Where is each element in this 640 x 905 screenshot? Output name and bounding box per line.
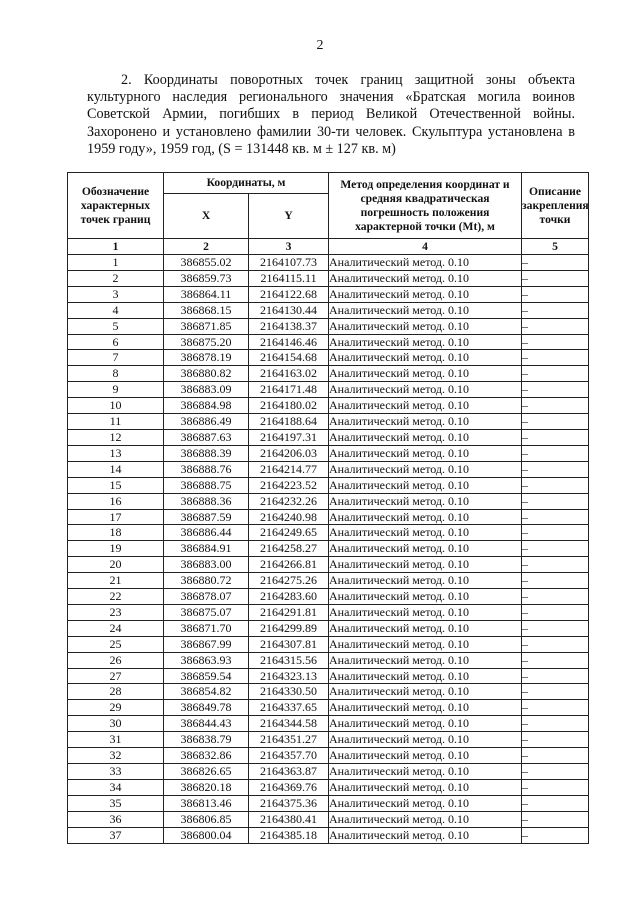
description-cell: – — [522, 270, 589, 286]
point-number-cell: 1 — [68, 255, 164, 271]
y-coordinate-cell: 2164357.70 — [249, 748, 329, 764]
x-coordinate-cell: 386826.65 — [164, 764, 249, 780]
point-number-cell: 22 — [68, 589, 164, 605]
method-cell: Аналитический метод. 0.10 — [329, 318, 522, 334]
point-number-cell: 17 — [68, 509, 164, 525]
y-coordinate-cell: 2164369.76 — [249, 779, 329, 795]
point-number-cell: 9 — [68, 382, 164, 398]
description-cell: – — [522, 700, 589, 716]
point-number-cell: 3 — [68, 286, 164, 302]
y-coordinate-cell: 2164323.13 — [249, 668, 329, 684]
y-coordinate-cell: 2164375.36 — [249, 795, 329, 811]
x-coordinate-cell: 386864.11 — [164, 286, 249, 302]
point-number-cell: 25 — [68, 636, 164, 652]
table-row — [68, 589, 589, 605]
table-row — [68, 286, 589, 302]
table-row — [68, 827, 589, 843]
y-coordinate-cell: 2164188.64 — [249, 414, 329, 430]
x-coordinate-cell: 386875.07 — [164, 604, 249, 620]
y-coordinate-cell: 2164197.31 — [249, 429, 329, 445]
method-cell: Аналитический метод. 0.10 — [329, 525, 522, 541]
table-row — [68, 716, 589, 732]
point-number-cell: 21 — [68, 573, 164, 589]
description-cell: – — [522, 318, 589, 334]
y-coordinate-cell: 2164214.77 — [249, 461, 329, 477]
method-cell: Аналитический метод. 0.10 — [329, 700, 522, 716]
x-coordinate-cell: 386871.70 — [164, 620, 249, 636]
table-row — [68, 525, 589, 541]
description-cell: – — [522, 589, 589, 605]
description-cell: – — [522, 779, 589, 795]
description-cell: – — [522, 764, 589, 780]
description-cell: – — [522, 636, 589, 652]
x-coordinate-cell: 386859.54 — [164, 668, 249, 684]
section-heading-text: 2. Координаты поворотных точек границ защитной зоны объекта культурного наследия регионального значения «Братская могила воинов Советской Армии, погибших в период Великой Отечественной войны. Захоронено и установлено фамилии 30-ти человек. Скульптура установлена в 1959 году», 1959 год, (S = 131448 кв. м ± 127 кв. м) — [87, 72, 575, 157]
table-row — [68, 318, 589, 334]
point-number-cell: 8 — [68, 366, 164, 382]
x-coordinate-cell: 386867.99 — [164, 636, 249, 652]
method-cell: Аналитический метод. 0.10 — [329, 732, 522, 748]
table-row — [68, 382, 589, 398]
table-row — [68, 620, 589, 636]
method-cell: Аналитический метод. 0.10 — [329, 811, 522, 827]
method-cell: Аналитический метод. 0.10 — [329, 461, 522, 477]
y-coordinate-cell: 2164122.68 — [249, 286, 329, 302]
point-number-cell: 13 — [68, 445, 164, 461]
method-cell: Аналитический метод. 0.10 — [329, 604, 522, 620]
table-row — [68, 652, 589, 668]
description-cell: – — [522, 557, 589, 573]
y-coordinate-cell: 2164146.46 — [249, 334, 329, 350]
y-coordinate-cell: 2164138.37 — [249, 318, 329, 334]
coordinates-table — [67, 172, 589, 844]
method-cell: Аналитический метод. 0.10 — [329, 748, 522, 764]
header-method: Метод определения координат и средняя квадратическая погрешность положения характерной точки (Mt), м — [329, 173, 522, 239]
y-coordinate-cell: 2164299.89 — [249, 620, 329, 636]
table-row — [68, 414, 589, 430]
y-coordinate-cell: 2164283.60 — [249, 589, 329, 605]
method-cell: Аналитический метод. 0.10 — [329, 652, 522, 668]
x-coordinate-cell: 386855.02 — [164, 255, 249, 271]
column-number: 4 — [329, 239, 522, 255]
point-number-cell: 5 — [68, 318, 164, 334]
method-cell: Аналитический метод. 0.10 — [329, 827, 522, 843]
description-cell: – — [522, 827, 589, 843]
y-coordinate-cell: 2164107.73 — [249, 255, 329, 271]
point-number-cell: 23 — [68, 604, 164, 620]
description-cell: – — [522, 255, 589, 271]
y-coordinate-cell: 2164171.48 — [249, 382, 329, 398]
point-number-cell: 10 — [68, 398, 164, 414]
point-number-cell: 6 — [68, 334, 164, 350]
y-coordinate-cell: 2164315.56 — [249, 652, 329, 668]
y-coordinate-cell: 2164258.27 — [249, 541, 329, 557]
table-row — [68, 604, 589, 620]
x-coordinate-cell: 386886.44 — [164, 525, 249, 541]
y-coordinate-cell: 2164275.26 — [249, 573, 329, 589]
table-row — [68, 398, 589, 414]
x-coordinate-cell: 386854.82 — [164, 684, 249, 700]
table-row — [68, 461, 589, 477]
header-description: Описание закрепления точки — [522, 173, 589, 239]
x-coordinate-cell: 386878.07 — [164, 589, 249, 605]
y-coordinate-cell: 2164291.81 — [249, 604, 329, 620]
y-coordinate-cell: 2164223.52 — [249, 477, 329, 493]
table-row — [68, 668, 589, 684]
description-cell: – — [522, 684, 589, 700]
x-coordinate-cell: 386849.78 — [164, 700, 249, 716]
description-cell: – — [522, 350, 589, 366]
y-coordinate-cell: 2164249.65 — [249, 525, 329, 541]
x-coordinate-cell: 386888.75 — [164, 477, 249, 493]
point-number-cell: 27 — [68, 668, 164, 684]
column-number: 5 — [522, 239, 589, 255]
x-coordinate-cell: 386884.91 — [164, 541, 249, 557]
method-cell: Аналитический метод. 0.10 — [329, 716, 522, 732]
method-cell: Аналитический метод. 0.10 — [329, 668, 522, 684]
column-number: 2 — [164, 239, 249, 255]
x-coordinate-cell: 386888.39 — [164, 445, 249, 461]
table-row — [68, 700, 589, 716]
point-number-cell: 32 — [68, 748, 164, 764]
table-row — [68, 429, 589, 445]
point-number-cell: 14 — [68, 461, 164, 477]
method-cell: Аналитический метод. 0.10 — [329, 636, 522, 652]
x-coordinate-cell: 386880.82 — [164, 366, 249, 382]
point-number-cell: 19 — [68, 541, 164, 557]
point-number-cell: 20 — [68, 557, 164, 573]
table-row — [68, 477, 589, 493]
x-coordinate-cell: 386886.49 — [164, 414, 249, 430]
y-coordinate-cell: 2164163.02 — [249, 366, 329, 382]
y-coordinate-cell: 2164232.26 — [249, 493, 329, 509]
table-row — [68, 557, 589, 573]
table-row — [68, 795, 589, 811]
y-coordinate-cell: 2164206.03 — [249, 445, 329, 461]
y-coordinate-cell: 2164344.58 — [249, 716, 329, 732]
x-coordinate-cell: 386875.20 — [164, 334, 249, 350]
y-coordinate-cell: 2164351.27 — [249, 732, 329, 748]
table-row — [68, 779, 589, 795]
header-y: Y — [249, 194, 329, 239]
description-cell: – — [522, 652, 589, 668]
point-number-cell: 12 — [68, 429, 164, 445]
x-coordinate-cell: 386832.86 — [164, 748, 249, 764]
method-cell: Аналитический метод. 0.10 — [329, 795, 522, 811]
table-row — [68, 748, 589, 764]
x-coordinate-cell: 386888.76 — [164, 461, 249, 477]
method-cell: Аналитический метод. 0.10 — [329, 334, 522, 350]
method-cell: Аналитический метод. 0.10 — [329, 398, 522, 414]
y-coordinate-cell: 2164330.50 — [249, 684, 329, 700]
x-coordinate-cell: 386820.18 — [164, 779, 249, 795]
method-cell: Аналитический метод. 0.10 — [329, 573, 522, 589]
x-coordinate-cell: 386859.73 — [164, 270, 249, 286]
x-coordinate-cell: 386800.04 — [164, 827, 249, 843]
table-row — [68, 302, 589, 318]
description-cell: – — [522, 716, 589, 732]
description-cell: – — [522, 748, 589, 764]
y-coordinate-cell: 2164180.02 — [249, 398, 329, 414]
point-number-cell: 31 — [68, 732, 164, 748]
method-cell: Аналитический метод. 0.10 — [329, 414, 522, 430]
table-row — [68, 636, 589, 652]
x-coordinate-cell: 386878.19 — [164, 350, 249, 366]
header-coordinates: Координаты, м — [164, 173, 329, 194]
method-cell: Аналитический метод. 0.10 — [329, 684, 522, 700]
table-body — [68, 255, 589, 844]
method-cell: Аналитический метод. 0.10 — [329, 620, 522, 636]
point-number-cell: 33 — [68, 764, 164, 780]
method-cell: Аналитический метод. 0.10 — [329, 541, 522, 557]
point-number-cell: 2 — [68, 270, 164, 286]
point-number-cell: 7 — [68, 350, 164, 366]
table-row — [68, 350, 589, 366]
description-cell: – — [522, 302, 589, 318]
x-coordinate-cell: 386871.85 — [164, 318, 249, 334]
table-row — [68, 366, 589, 382]
x-coordinate-cell: 386838.79 — [164, 732, 249, 748]
method-cell: Аналитический метод. 0.10 — [329, 493, 522, 509]
y-coordinate-cell: 2164385.18 — [249, 827, 329, 843]
description-cell: – — [522, 604, 589, 620]
description-cell: – — [522, 811, 589, 827]
table-row — [68, 445, 589, 461]
point-number-cell: 30 — [68, 716, 164, 732]
x-coordinate-cell: 386868.15 — [164, 302, 249, 318]
point-number-cell: 16 — [68, 493, 164, 509]
description-cell: – — [522, 732, 589, 748]
table-row — [68, 270, 589, 286]
y-coordinate-cell: 2164337.65 — [249, 700, 329, 716]
point-number-cell: 28 — [68, 684, 164, 700]
x-coordinate-cell: 386884.98 — [164, 398, 249, 414]
method-cell: Аналитический метод. 0.10 — [329, 382, 522, 398]
x-coordinate-cell: 386806.85 — [164, 811, 249, 827]
y-coordinate-cell: 2164380.41 — [249, 811, 329, 827]
y-coordinate-cell: 2164307.81 — [249, 636, 329, 652]
point-number-cell: 4 — [68, 302, 164, 318]
table-row — [68, 573, 589, 589]
method-cell: Аналитический метод. 0.10 — [329, 286, 522, 302]
description-cell: – — [522, 366, 589, 382]
description-cell: – — [522, 668, 589, 684]
method-cell: Аналитический метод. 0.10 — [329, 302, 522, 318]
point-number-cell: 34 — [68, 779, 164, 795]
description-cell: – — [522, 493, 589, 509]
description-cell: – — [522, 461, 589, 477]
x-coordinate-cell: 386883.00 — [164, 557, 249, 573]
description-cell: – — [522, 334, 589, 350]
description-cell: – — [522, 509, 589, 525]
table-row — [68, 732, 589, 748]
method-cell: Аналитический метод. 0.10 — [329, 764, 522, 780]
x-coordinate-cell: 386880.72 — [164, 573, 249, 589]
table-row — [68, 334, 589, 350]
x-coordinate-cell: 386887.63 — [164, 429, 249, 445]
description-cell: – — [522, 429, 589, 445]
description-cell: – — [522, 382, 589, 398]
method-cell: Аналитический метод. 0.10 — [329, 589, 522, 605]
column-number: 3 — [249, 239, 329, 255]
point-number-cell: 15 — [68, 477, 164, 493]
x-coordinate-cell: 386813.46 — [164, 795, 249, 811]
table-row — [68, 255, 589, 271]
point-number-cell: 36 — [68, 811, 164, 827]
table-row — [68, 541, 589, 557]
column-number: 1 — [68, 239, 164, 255]
method-cell: Аналитический метод. 0.10 — [329, 255, 522, 271]
page-number: 2 — [316, 38, 324, 53]
method-cell: Аналитический метод. 0.10 — [329, 366, 522, 382]
table-row — [68, 811, 589, 827]
method-cell: Аналитический метод. 0.10 — [329, 445, 522, 461]
method-cell: Аналитический метод. 0.10 — [329, 429, 522, 445]
y-coordinate-cell: 2164266.81 — [249, 557, 329, 573]
table-row — [68, 764, 589, 780]
section-heading — [87, 72, 575, 158]
point-number-cell: 29 — [68, 700, 164, 716]
table-row — [68, 684, 589, 700]
point-number-cell: 11 — [68, 414, 164, 430]
x-coordinate-cell: 386887.59 — [164, 509, 249, 525]
method-cell: Аналитический метод. 0.10 — [329, 557, 522, 573]
header-designation: Обозначение характерных точек границ — [68, 173, 164, 239]
y-coordinate-cell: 2164154.68 — [249, 350, 329, 366]
method-cell: Аналитический метод. 0.10 — [329, 350, 522, 366]
description-cell: – — [522, 541, 589, 557]
method-cell: Аналитический метод. 0.10 — [329, 477, 522, 493]
description-cell: – — [522, 398, 589, 414]
method-cell: Аналитический метод. 0.10 — [329, 509, 522, 525]
description-cell: – — [522, 445, 589, 461]
header-x: X — [164, 194, 249, 239]
x-coordinate-cell: 386883.09 — [164, 382, 249, 398]
y-coordinate-cell: 2164363.87 — [249, 764, 329, 780]
table-row — [68, 509, 589, 525]
description-cell: – — [522, 795, 589, 811]
y-coordinate-cell: 2164240.98 — [249, 509, 329, 525]
point-number-cell: 24 — [68, 620, 164, 636]
point-number-cell: 37 — [68, 827, 164, 843]
point-number-cell: 18 — [68, 525, 164, 541]
x-coordinate-cell: 386844.43 — [164, 716, 249, 732]
x-coordinate-cell: 386863.93 — [164, 652, 249, 668]
y-coordinate-cell: 2164130.44 — [249, 302, 329, 318]
table-row — [68, 493, 589, 509]
description-cell: – — [522, 573, 589, 589]
method-cell: Аналитический метод. 0.10 — [329, 270, 522, 286]
description-cell: – — [522, 414, 589, 430]
method-cell: Аналитический метод. 0.10 — [329, 779, 522, 795]
description-cell: – — [522, 286, 589, 302]
x-coordinate-cell: 386888.36 — [164, 493, 249, 509]
point-number-cell: 35 — [68, 795, 164, 811]
y-coordinate-cell: 2164115.11 — [249, 270, 329, 286]
description-cell: – — [522, 525, 589, 541]
point-number-cell: 26 — [68, 652, 164, 668]
description-cell: – — [522, 620, 589, 636]
description-cell: – — [522, 477, 589, 493]
